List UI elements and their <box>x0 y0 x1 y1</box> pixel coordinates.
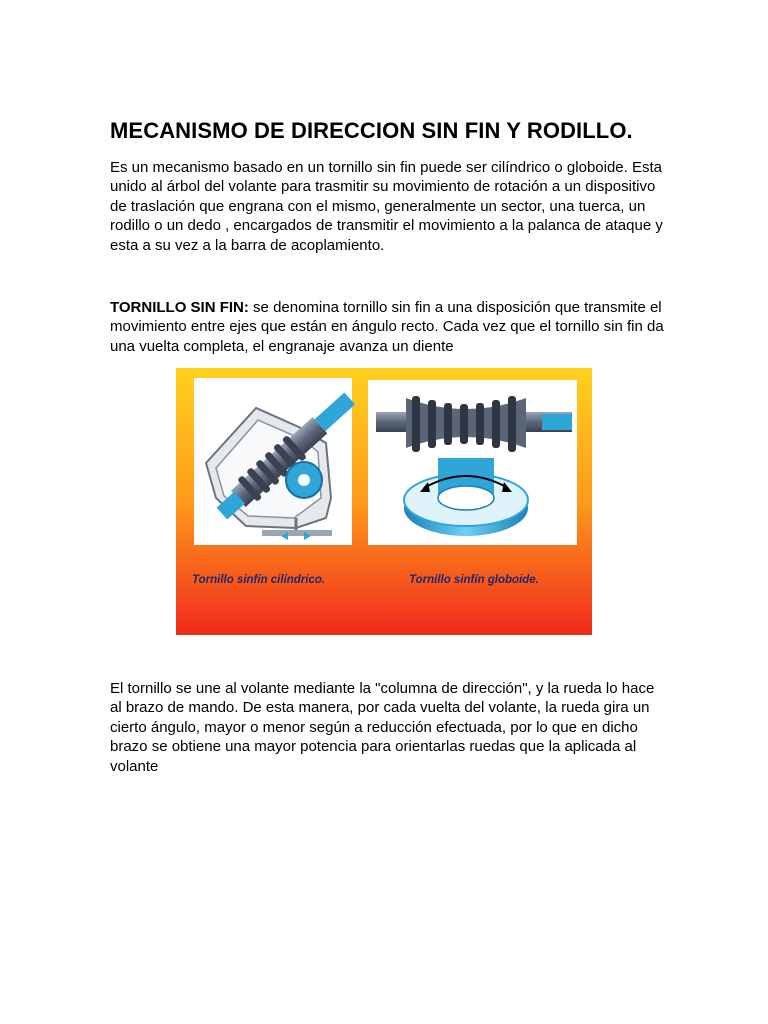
globoid-worm-panel <box>368 380 577 545</box>
section-paragraph <box>110 298 670 356</box>
intro-paragraph: Es un mecanismo basado en un tornillo sin fin puede ser cilíndrico o globoide. Esta unido al árbol del volante para trasmitir su movimiento de rotación a un dispositivo de traslación que engrana con el mismo, generalmente un sector, una tuerca, un rodillo o un dedo , encargados de transmitir el movimiento a la palanca de ataque y esta a su vez a la barra de acoplamiento. <box>110 159 663 254</box>
page-title: MECANISMO DE DIRECCION SIN FIN Y RODILLO. <box>110 118 633 143</box>
worm-gear-illustration <box>176 368 592 635</box>
section-text: se denomina tornillo sin fin a una disposición que transmite el movimiento entre ejes que están en ángulo recto. Cada vez que el tornillo sin fin da una vuelta completa, el engranaje avanza un diente <box>110 299 664 355</box>
closing-paragraph: El tornillo se une al volante mediante la "columna de dirección", y la rueda lo hace al brazo de mando. De esta manera, por cada vuelta del volante, la rueda gira un cierto ángulo, mayor o menor según a reducción efectuada, por lo que en dicho brazo se obtiene una mayor potencia para orientarlas ruedas que la aplicada al volante <box>110 680 655 775</box>
caption-cylindrical: Tornillo sinfín cilíndrico. <box>192 574 326 586</box>
cylindrical-worm-panel <box>194 378 360 545</box>
worm-gear-figure <box>176 368 592 635</box>
section-term: TORNILLO SIN FIN: <box>110 299 249 316</box>
caption-globoid: Tornillo sinfín globoide. <box>409 574 539 586</box>
